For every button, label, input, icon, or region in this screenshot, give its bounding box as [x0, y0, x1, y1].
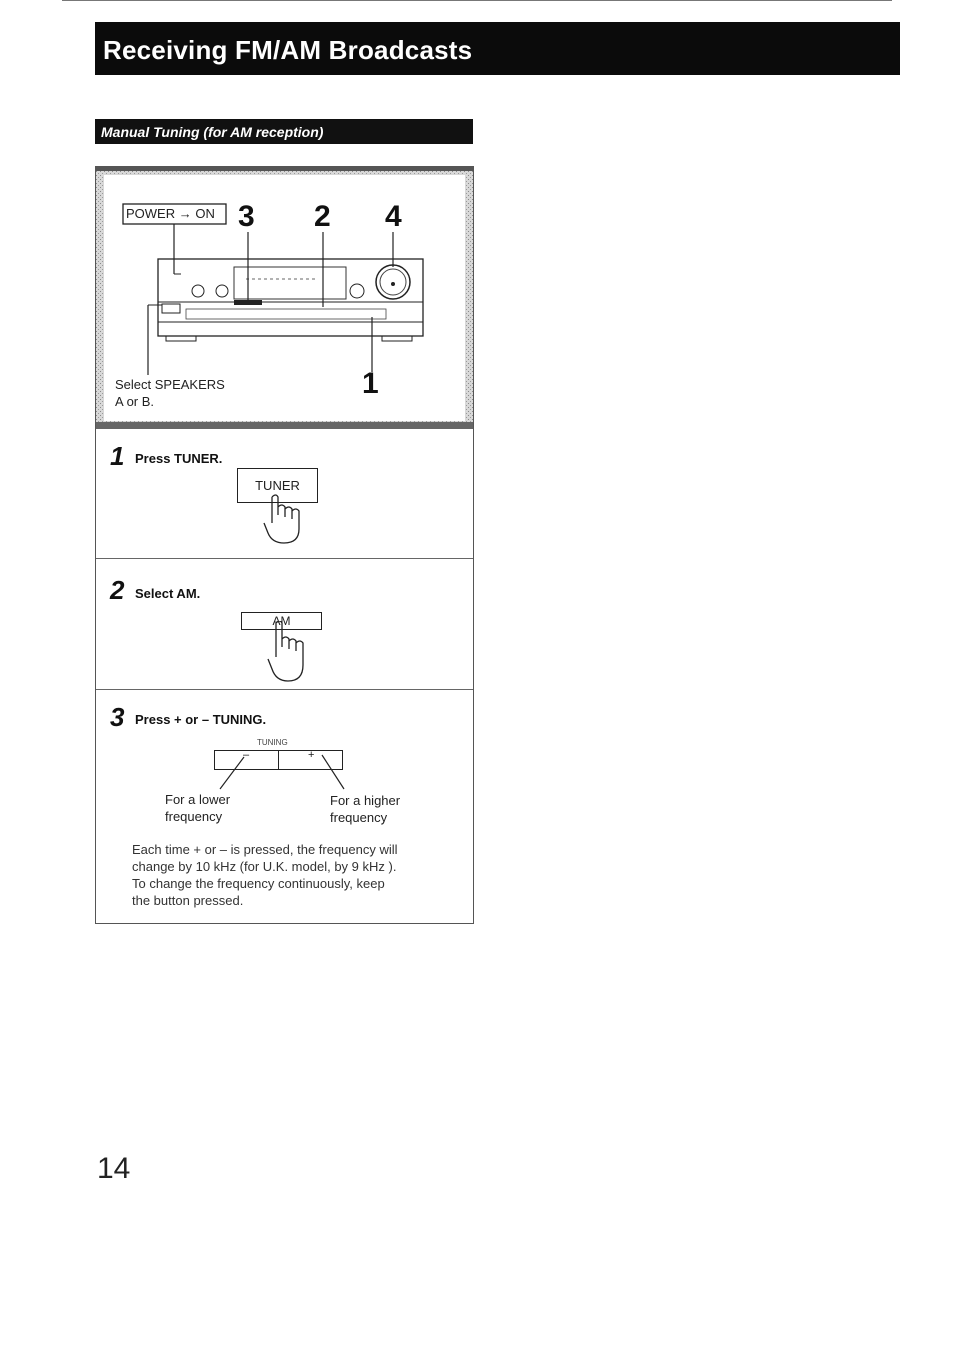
speakers-instruction-line2: A or B.	[115, 394, 155, 409]
minus-symbol: –	[243, 749, 250, 761]
tuner-button: TUNER	[237, 468, 318, 503]
callout-2: 2	[314, 200, 331, 233]
lower-frequency-line2: frequency	[165, 809, 223, 824]
section-header	[95, 119, 473, 144]
plus-symbol: +	[308, 749, 315, 761]
tuning-note	[132, 841, 432, 909]
page-number: 14	[97, 1152, 131, 1185]
callout-3: 3	[238, 200, 255, 233]
higher-frequency-line1: For a higher	[330, 793, 401, 808]
callout-1: 1	[362, 367, 379, 400]
step-3-number: 3	[110, 702, 125, 732]
lower-frequency-line1: For a lower	[165, 792, 231, 807]
section-title: Manual Tuning (for AM reception)	[101, 124, 324, 140]
step-2-number: 2	[110, 575, 125, 605]
note-line: Each time + or – is pressed, the frequency will	[132, 842, 398, 857]
step-3-label: Press + or – TUNING.	[135, 712, 267, 727]
note-line: To change the frequency continuously, keep	[132, 876, 385, 891]
power-on-label: POWER → ON	[126, 206, 215, 221]
instruction-panel	[95, 166, 474, 924]
higher-frequency-line2: frequency	[330, 810, 388, 825]
note-line: change by 10 kHz (for U.K. model, by 9 kHz ).	[132, 859, 397, 874]
am-button: AM	[241, 612, 322, 630]
note-line: the button pressed.	[132, 893, 244, 908]
page-title: Receiving FM/AM Broadcasts	[103, 35, 473, 65]
title-bar	[95, 22, 900, 75]
step-1-number: 1	[110, 441, 125, 471]
pointing-hand-icon	[262, 493, 312, 545]
step-divider	[96, 558, 473, 559]
top-rule	[62, 0, 892, 1]
tuning-leader-lines	[216, 753, 356, 793]
step-1-label: Press TUNER.	[135, 451, 223, 466]
callout-4: 4	[385, 200, 402, 233]
step-2-label: Select AM.	[135, 586, 201, 601]
pointing-hand-icon	[266, 621, 316, 683]
tuning-caption: TUNING	[257, 738, 288, 747]
speakers-instruction-line1: Select SPEAKERS	[115, 377, 225, 392]
step-divider	[96, 689, 473, 690]
receiver-diagram	[96, 167, 473, 429]
